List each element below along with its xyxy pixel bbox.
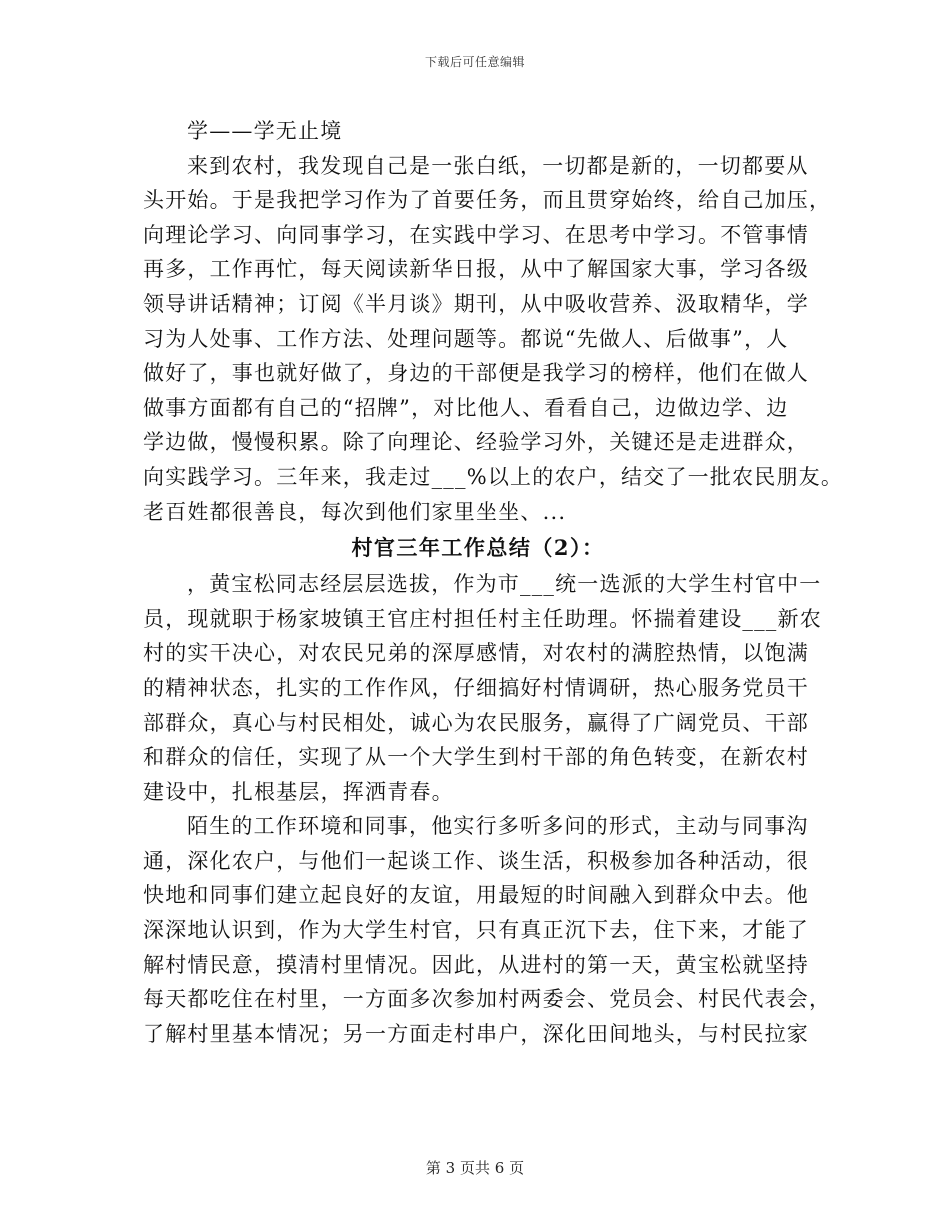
paragraph-line: 每天都吃住在村里，一方面多次参加村两委会、党员会、村民代表会， xyxy=(143,987,832,1012)
paragraph-line: 向理论学习、向同事学习，在实践中学习、在思考中学习。不管事情 xyxy=(143,222,809,247)
paragraph-line: 头开始。于是我把学习作为了首要任务，而且贯穿始终，给自己加压， xyxy=(143,188,832,213)
paragraph-line: 向实践学习。三年来，我走过___%以上的农户，结交了一批农民朋友。 xyxy=(143,464,844,489)
paragraph-line: 解村情民意，摸清村里情况。因此，从进村的第一天，黄宝松就坚持 xyxy=(143,952,809,977)
paragraph-line: 深深地认识到，作为大学生村官，只有真正沉下去，住下来，才能了 xyxy=(143,918,809,943)
paragraph-line: 陌生的工作环境和同事，他实行多听多问的形式，主动与同事沟 xyxy=(187,814,809,839)
paragraph-line: 来到农村，我发现自己是一张白纸，一切都是新的，一切都要从 xyxy=(187,153,809,178)
paragraph-line: 学边做，慢慢积累。除了向理论、经验学习外，关键还是走进群众， xyxy=(143,430,809,455)
paragraph-line: 老百姓都很善良，每次到他们家里坐坐、... xyxy=(143,499,567,524)
paragraph-line: 员，现就职于杨家坡镇王官庄村担任村主任助理。怀揣着建设___新农 xyxy=(143,606,822,631)
paragraph-line: 再多，工作再忙，每天阅读新华日报，从中了解国家大事，学习各级 xyxy=(143,257,809,282)
section-title: 村官三年工作总结（2）： xyxy=(351,535,605,561)
paragraph-line: 和群众的信任，实现了从一个大学生到村干部的角色转变，在新农村 xyxy=(143,745,809,770)
paragraph-line: 通，深化农户，与他们一起谈工作、谈生活，积极参加各种活动，很 xyxy=(143,848,809,873)
paragraph-line: ，黄宝松同志经层层选拔，作为市___统一选派的大学生村官中一 xyxy=(187,572,822,597)
paragraph-line: 建设中，扎根基层，挥洒青春。 xyxy=(143,779,454,804)
document-body xyxy=(143,114,844,1051)
page-header-note: 下载后可任意编辑 xyxy=(424,55,525,69)
paragraph-line: 做事方面都有自己的“招牌”，对比他人、看看自己，边做边学、边 xyxy=(143,395,789,420)
section-heading: 学——学无止境 xyxy=(187,119,343,143)
page-number-footer: 第 3 页共 6 页 xyxy=(425,1159,525,1177)
paragraph-line: 领导讲话精神；订阅《半月谈》期刊，从中吸收营养、汲取精华，学 xyxy=(143,291,809,316)
paragraph-line: 部群众，真心与村民相处，诚心为农民服务，赢得了广阔党员、干部 xyxy=(143,710,809,735)
paragraph-line: 的精神状态，扎实的工作作风，仔细搞好村情调研，热心服务党员干 xyxy=(143,675,809,700)
paragraph-line: 了解村里基本情况；另一方面走村串户，深化田间地头，与村民拉家 xyxy=(143,1021,809,1046)
paragraph-line: 习为人处事、工作方法、处理问题等。都说“先做人、后做事”，人 xyxy=(143,326,789,351)
paragraph-line: 做好了，事也就好做了，身边的干部便是我学习的榜样，他们在做人 xyxy=(143,361,809,386)
paragraph-line: 快地和同事们建立起良好的友谊，用最短的时间融入到群众中去。他 xyxy=(143,883,809,908)
paragraph-line: 村的实干决心，对农民兄弟的深厚感情，对农村的满腔热情，以饱满 xyxy=(143,641,809,666)
